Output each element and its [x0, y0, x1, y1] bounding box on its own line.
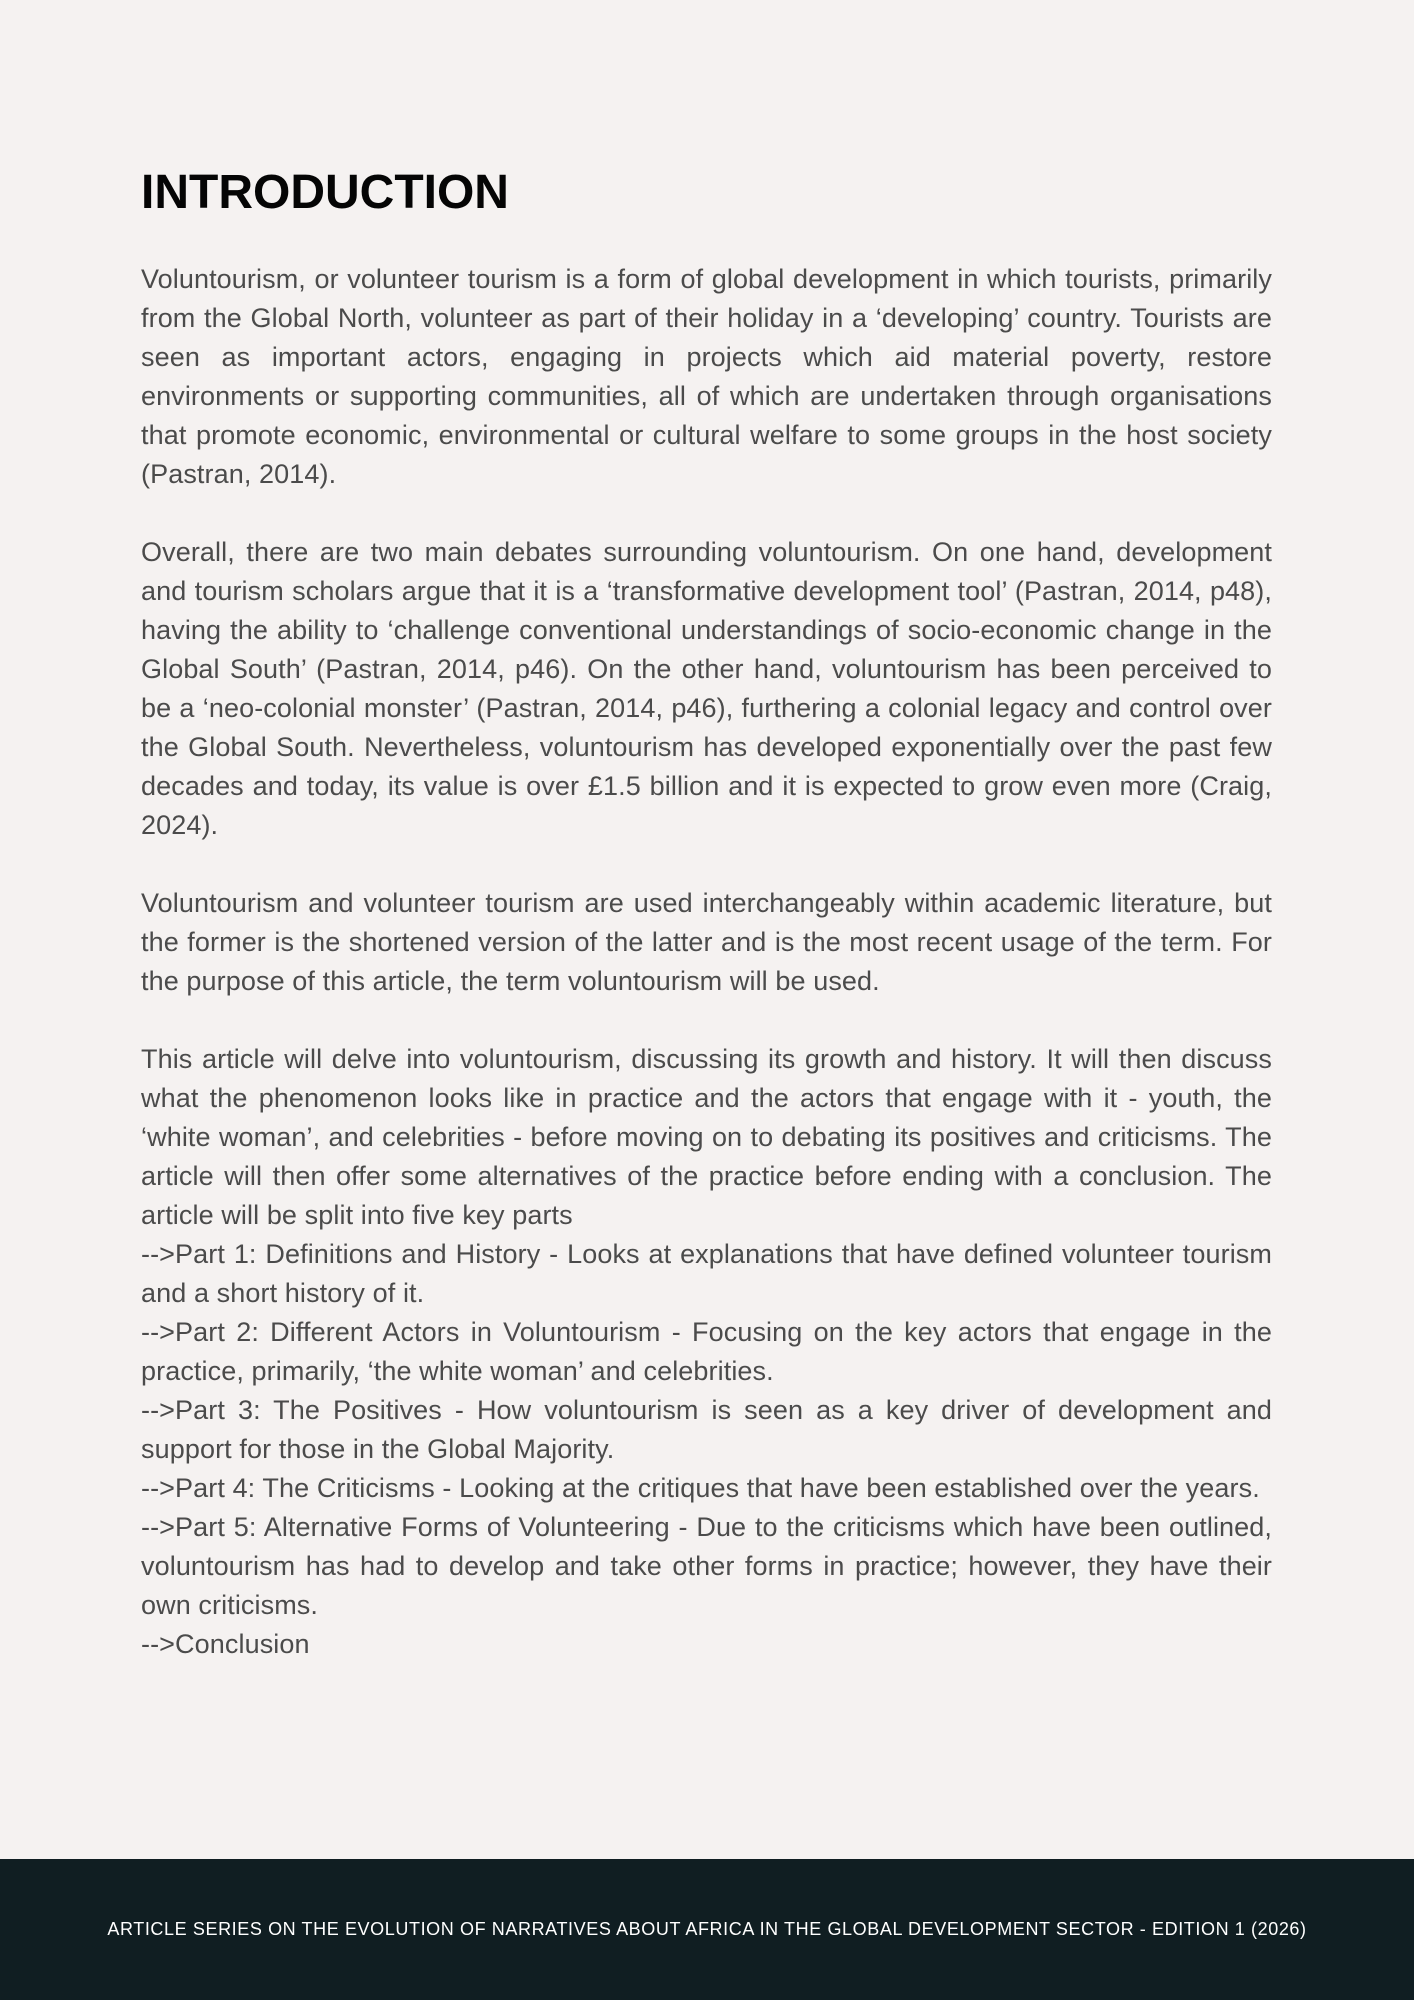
page-footer	[0, 1859, 1414, 2000]
footer-series-title: ARTICLE SERIES ON THE EVOLUTION OF NARRATIVES ABOUT AFRICA IN THE GLOBAL DEVELOPMENT SECTOR - EDITION 1 (2026)	[107, 1919, 1307, 1939]
article-outline	[141, 1040, 1272, 1664]
paragraph-debates: Overall, there are two main debates surrounding voluntourism. On one hand, development and tourism scholars argue that it is a ‘transformative development tool’ (Pastran, 2014, p48), having the ability to ‘challenge conventional understandings of socio-economic change in the Global South’ (Pastran, 2014, p46). On the other hand, voluntourism has been perceived to be a ‘neo-colonial monster’ (Pastran, 2014, p46), furthering a colonial legacy and control over the Global South. Nevertheless, voluntourism has developed exponentially over the past few decades and today, its value is over £1.5 billion and it is expected to grow even more (Craig, 2024).	[141, 537, 1272, 840]
outline-item-part-3: -->Part 3: The Positives - How voluntourism is seen as a key driver of development and support for those in the Global Majority.	[141, 1395, 1272, 1464]
outline-item-part-2: -->Part 2: Different Actors in Voluntourism - Focusing on the key actors that engage in the practice, primarily, ‘the white woman’ and celebrities.	[141, 1317, 1272, 1386]
page-title: INTRODUCTION	[141, 166, 509, 219]
outline-item-conclusion: -->Conclusion	[141, 1629, 310, 1659]
article-body	[141, 160, 1272, 1664]
paragraph-definition: Voluntourism, or volunteer tourism is a form of global development in which tourists, primarily from the Global North, volunteer as part of their holiday in a ‘developing’ country. Tourists are seen as important actors, engaging in projects which aid material poverty, restore environments or supporting communities, all of which are undertaken through organisations that promote economic, environmental or cultural welfare to some groups in the host society (Pastran, 2014).	[141, 264, 1272, 489]
outline-item-part-1: -->Part 1: Definitions and History - Looks at explanations that have defined volunteer tourism and a short history of it.	[141, 1239, 1272, 1308]
outline-item-part-4: -->Part 4: The Criticisms - Looking at the critiques that have been established over the years.	[141, 1473, 1260, 1503]
paragraph-terminology: Voluntourism and volunteer tourism are used interchangeably within academic literature, but the former is the shortened version of the latter and is the most recent usage of the term. For the purpose of this article, the term voluntourism will be used.	[141, 888, 1272, 996]
paragraph-outline-intro: This article will delve into voluntourism, discussing its growth and history. It will then discuss what the phenomenon looks like in practice and the actors that engage with it - youth, the ‘white woman’, and celebrities - before moving on to debating its positives and criticisms. The article will then offer some alternatives of the practice before ending with a conclusion. The article will be split into five key parts	[141, 1044, 1272, 1230]
outline-item-part-5: -->Part 5: Alternative Forms of Volunteering - Due to the criticisms which have been outlined, voluntourism has had to develop and take other forms in practice; however, they have their own criticisms.	[141, 1512, 1272, 1620]
